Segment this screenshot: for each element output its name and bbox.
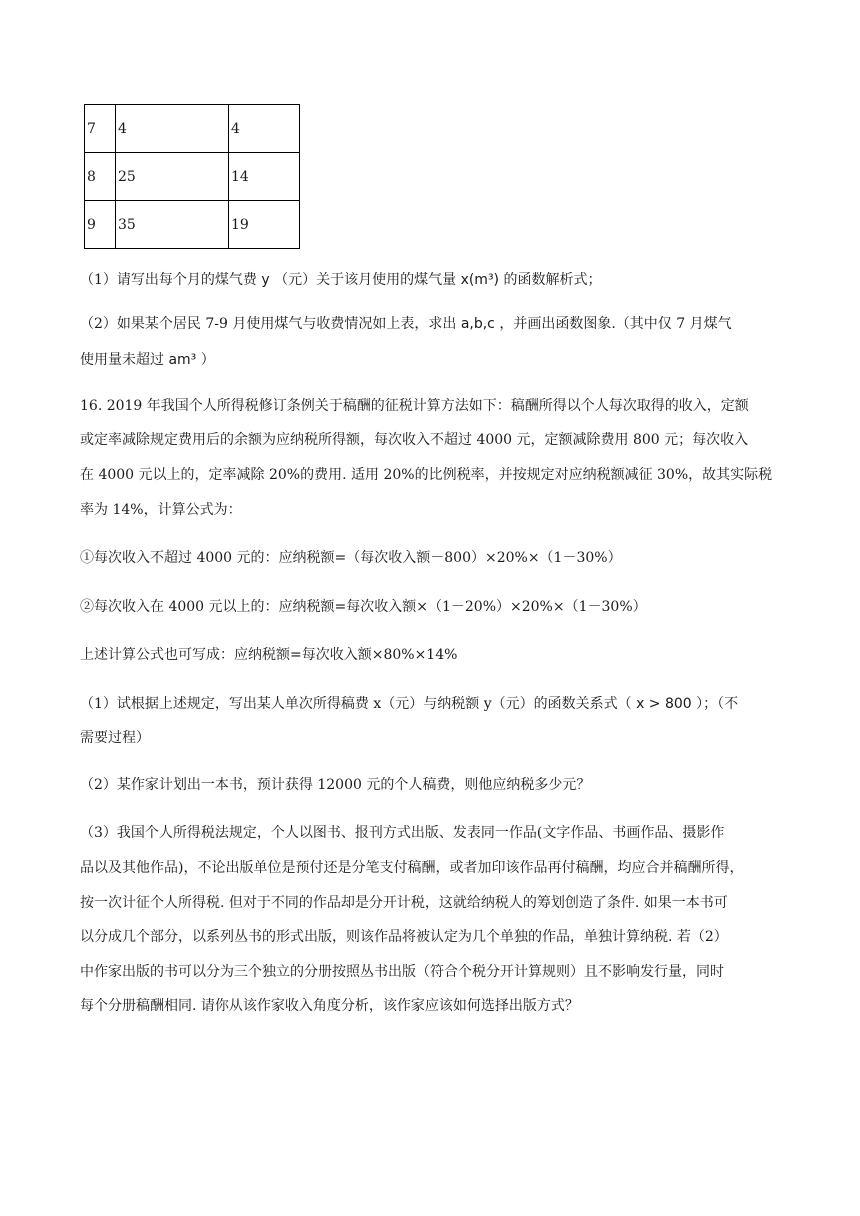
math-variable: am³ (168, 352, 197, 368)
table-cell: 4 (229, 105, 300, 153)
sub-question-1-line-1 (80, 694, 790, 714)
table-cell: 19 (229, 201, 300, 249)
question-text: （1）请写出每个月的煤气费 (80, 272, 262, 288)
paragraph-line: 率为 14%，计算公式为： (80, 502, 242, 518)
formula-3: 上述计算公式也可写成：应纳税额=每次收入额×80%×14% (80, 647, 458, 663)
question-text: ）；（不 (691, 696, 739, 712)
question-1 (80, 270, 790, 290)
math-variable: a,b,c (460, 316, 495, 332)
paragraph-line: 每个分册稿酬相同. 请你从该作家收入角度分析，该作家应该如何选择出版方式？ (80, 998, 579, 1014)
question-text: ） (196, 352, 215, 368)
paragraph-line: 在 4000 元以上的，定率减除 20%的费用. 适用 20%的比例税率，并按规定对应纳税额减征 30%，故其实际税 (80, 467, 773, 483)
table-cell: 8 (85, 153, 116, 201)
table-cell: 35 (116, 201, 229, 249)
table-row (85, 153, 300, 201)
table-row (85, 105, 300, 153)
paragraph-line: 品以及其他作品)，不论出版单位是预付还是分笔支付稿酬，或者加印该作品再付稿酬，均应合并稿酬所得， (80, 860, 744, 876)
paragraph-line: 按一次计征个人所得税. 但对于不同的作品却是分开计税，这就给纳税人的筹划创造了条件. 如果一本书可 (80, 895, 728, 911)
question-text: （元）关于该月使用的煤气量 (269, 272, 461, 288)
question-text: （2）如果某个居民 7-9 月使用煤气与收费情况如上表，求出 (80, 316, 461, 332)
question-text: 使用量未超过 (80, 352, 169, 368)
sub-question-2: （2）某作家计划出一本书，预计获得 12000 元的个人稿费，则他应纳税多少元？ (80, 777, 591, 793)
formula-1: ①每次收入不超过 4000 元的：应纳税额=（每次收入额－800）×20%×（1－30%） (80, 550, 622, 566)
math-variable: y (261, 272, 270, 288)
gas-fee-table (84, 104, 300, 249)
table-cell: 9 (85, 201, 116, 249)
question-text: 的函数解析式； (499, 272, 602, 288)
sub-question-1-line-2: 需要过程） (80, 730, 150, 746)
question-2-line-2 (80, 350, 790, 370)
table-cell: 7 (85, 105, 116, 153)
table-cell: 25 (116, 153, 229, 201)
paragraph-line: 或定率减除规定费用后的余额为应纳税所得额，每次收入不超过 4000 元，定额减除费用 800 元；每次收入 (80, 432, 749, 448)
paragraph-line: 以分成几个部分，以系列丛书的形式出版，则该作品将被认定为几个单独的作品，单独计算纳税. 若（2） (80, 929, 728, 945)
question-text: ，并画出函数图象.（其中仅 7 月煤气 (494, 316, 732, 332)
question-text: （1）试根据上述规定，写出某人单次所得稿费 x（元）与纳税额 y（元）的函数关系式（ (80, 696, 637, 712)
question-2-line-1 (80, 314, 790, 334)
paragraph-line: （3）我国个人所得税法规定，个人以图书、报刊方式出版、发表同一作品(文字作品、书画作品、摄影作 (80, 825, 725, 841)
math-expression: x > 800 (636, 696, 692, 712)
table-cell: 4 (116, 105, 229, 153)
table-row (85, 201, 300, 249)
table-cell: 14 (229, 153, 300, 201)
paragraph-line: 中作家出版的书可以分为三个独立的分册按照丛书出版（符合个税分开计算规则）且不影响发行量，同时 (80, 964, 724, 980)
math-variable: x(m³) (460, 272, 500, 288)
formula-2: ②每次收入在 4000 元以上的：应纳税额=每次收入额×（1－20%）×20%×（1－30%） (80, 599, 647, 615)
paragraph-line: 16. 2019 年我国个人所得税修订条例关于稿酬的征税计算方法如下：稿酬所得以个人每次取得的收入，定额 (80, 398, 749, 414)
